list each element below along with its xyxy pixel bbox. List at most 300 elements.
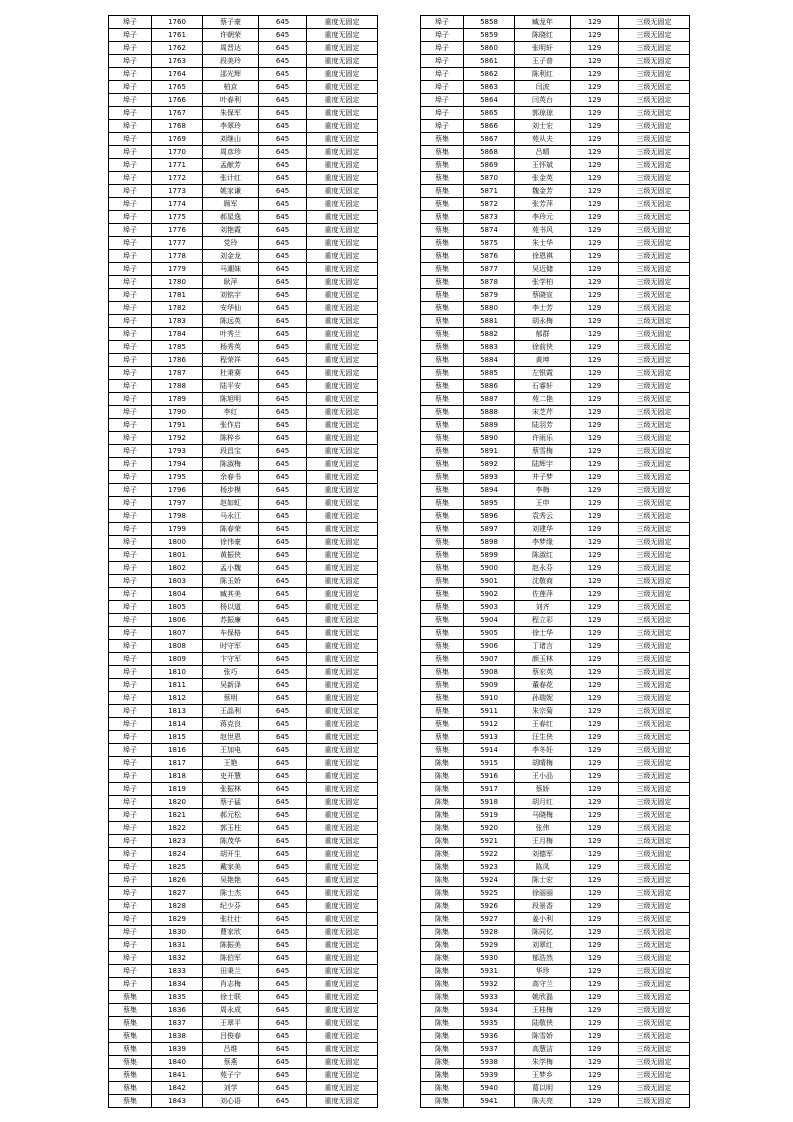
- town-cell: 蔡集: [421, 237, 464, 250]
- town-cell: 蔡集: [421, 211, 464, 224]
- type-cell: 重度无固定: [307, 302, 378, 315]
- name-cell: 刘艳霞: [203, 224, 259, 237]
- table-row: [421, 341, 690, 354]
- town-cell: 蔡集: [421, 393, 464, 406]
- amount-cell: 129: [571, 432, 619, 445]
- table-row: [421, 575, 690, 588]
- no-cell: 1836: [152, 1004, 203, 1017]
- name-cell: 左银霞: [515, 367, 571, 380]
- no-cell: 5928: [464, 926, 515, 939]
- type-cell: 三级无固定: [619, 250, 690, 263]
- name-cell: 李红: [203, 406, 259, 419]
- name-cell: 沈敬商: [515, 575, 571, 588]
- name-cell: 高守兰: [515, 978, 571, 991]
- type-cell: 三级无固定: [619, 991, 690, 1004]
- no-cell: 5927: [464, 913, 515, 926]
- no-cell: 5882: [464, 328, 515, 341]
- town-cell: 蔡集: [421, 419, 464, 432]
- type-cell: 三级无固定: [619, 965, 690, 978]
- type-cell: 三级无固定: [619, 536, 690, 549]
- table-row: [109, 1030, 378, 1043]
- amount-cell: 645: [259, 120, 307, 133]
- table-row: [109, 536, 378, 549]
- amount-cell: 129: [571, 237, 619, 250]
- name-cell: 史开慧: [203, 770, 259, 783]
- no-cell: 5858: [464, 16, 515, 29]
- type-cell: 三级无固定: [619, 315, 690, 328]
- name-cell: 陈茂华: [203, 835, 259, 848]
- name-cell: 胡开生: [203, 848, 259, 861]
- no-cell: 5921: [464, 835, 515, 848]
- type-cell: 重度无固定: [307, 640, 378, 653]
- no-cell: 1785: [152, 341, 203, 354]
- type-cell: 重度无固定: [307, 575, 378, 588]
- amount-cell: 129: [571, 562, 619, 575]
- no-cell: 5864: [464, 94, 515, 107]
- no-cell: 1767: [152, 107, 203, 120]
- type-cell: 三级无固定: [619, 796, 690, 809]
- name-cell: 华珍: [515, 965, 571, 978]
- town-cell: 埠子: [109, 939, 152, 952]
- town-cell: 蔡集: [109, 1017, 152, 1030]
- name-cell: 张伟: [515, 822, 571, 835]
- no-cell: 1806: [152, 614, 203, 627]
- name-cell: 徐恩祺: [515, 250, 571, 263]
- name-cell: 汪生侠: [515, 731, 571, 744]
- no-cell: 5889: [464, 419, 515, 432]
- no-cell: 1769: [152, 133, 203, 146]
- town-cell: 埠子: [109, 328, 152, 341]
- table-row: [421, 458, 690, 471]
- no-cell: 5877: [464, 263, 515, 276]
- town-cell: 埠子: [421, 68, 464, 81]
- no-cell: 5886: [464, 380, 515, 393]
- amount-cell: 645: [259, 978, 307, 991]
- no-cell: 5896: [464, 510, 515, 523]
- type-cell: 三级无固定: [619, 81, 690, 94]
- table-row: [109, 991, 378, 1004]
- table-row: [109, 666, 378, 679]
- name-cell: 张壮壮: [203, 913, 259, 926]
- amount-cell: 645: [259, 55, 307, 68]
- no-cell: 5897: [464, 523, 515, 536]
- no-cell: 5898: [464, 536, 515, 549]
- table-row: [109, 835, 378, 848]
- amount-cell: 645: [259, 536, 307, 549]
- table-row: [421, 29, 690, 42]
- name-cell: 柏京: [203, 81, 259, 94]
- name-cell: 马晓梅: [515, 809, 571, 822]
- no-cell: 1778: [152, 250, 203, 263]
- table-row: [109, 1017, 378, 1030]
- town-cell: 蔡集: [421, 640, 464, 653]
- name-cell: 朱宗菊: [515, 705, 571, 718]
- no-cell: 5907: [464, 653, 515, 666]
- type-cell: 重度无固定: [307, 198, 378, 211]
- no-cell: 5860: [464, 42, 515, 55]
- amount-cell: 129: [571, 575, 619, 588]
- table-row: [109, 406, 378, 419]
- table-row: [421, 523, 690, 536]
- name-cell: 苏振廉: [203, 614, 259, 627]
- town-cell: 蔡集: [421, 315, 464, 328]
- town-cell: 埠子: [421, 81, 464, 94]
- name-cell: 曹家欣: [203, 926, 259, 939]
- type-cell: 重度无固定: [307, 68, 378, 81]
- town-cell: 蔡集: [421, 731, 464, 744]
- type-cell: 三级无固定: [619, 848, 690, 861]
- town-cell: 埠子: [109, 432, 152, 445]
- no-cell: 1803: [152, 575, 203, 588]
- name-cell: 陈同亿: [515, 926, 571, 939]
- table-row: [109, 393, 378, 406]
- table-row: [421, 874, 690, 887]
- no-cell: 1842: [152, 1082, 203, 1095]
- type-cell: 重度无固定: [307, 315, 378, 328]
- town-cell: 蔡集: [421, 497, 464, 510]
- type-cell: 重度无固定: [307, 536, 378, 549]
- type-cell: 三级无固定: [619, 198, 690, 211]
- no-cell: 1781: [152, 289, 203, 302]
- name-cell: 戴家美: [203, 861, 259, 874]
- table-row: [109, 367, 378, 380]
- no-cell: 5929: [464, 939, 515, 952]
- no-cell: 5904: [464, 614, 515, 627]
- town-cell: 陈集: [421, 1095, 464, 1108]
- type-cell: 三级无固定: [619, 1082, 690, 1095]
- table-row: [421, 198, 690, 211]
- amount-cell: 645: [259, 562, 307, 575]
- type-cell: 三级无固定: [619, 133, 690, 146]
- table-row: [421, 484, 690, 497]
- type-cell: 三级无固定: [619, 809, 690, 822]
- town-cell: 埠子: [109, 692, 152, 705]
- type-cell: 三级无固定: [619, 653, 690, 666]
- table-row: [109, 848, 378, 861]
- type-cell: 重度无固定: [307, 289, 378, 302]
- table-row: [421, 939, 690, 952]
- no-cell: 5867: [464, 133, 515, 146]
- no-cell: 5913: [464, 731, 515, 744]
- no-cell: 1771: [152, 159, 203, 172]
- town-cell: 埠子: [109, 601, 152, 614]
- table-row: [109, 133, 378, 146]
- type-cell: 重度无固定: [307, 679, 378, 692]
- name-cell: 车保格: [203, 627, 259, 640]
- name-cell: 张学柏: [515, 276, 571, 289]
- town-cell: 蔡集: [421, 601, 464, 614]
- amount-cell: 129: [571, 146, 619, 159]
- town-cell: 陈集: [421, 822, 464, 835]
- type-cell: 重度无固定: [307, 731, 378, 744]
- town-cell: 埠子: [109, 315, 152, 328]
- no-cell: 1794: [152, 458, 203, 471]
- no-cell: 5868: [464, 146, 515, 159]
- table-row: [421, 276, 690, 289]
- type-cell: 重度无固定: [307, 796, 378, 809]
- type-cell: 重度无固定: [307, 328, 378, 341]
- town-cell: 蔡集: [421, 302, 464, 315]
- amount-cell: 129: [571, 29, 619, 42]
- name-cell: 王加电: [203, 744, 259, 757]
- table-row: [109, 952, 378, 965]
- table-row: [421, 328, 690, 341]
- table-row: [109, 81, 378, 94]
- amount-cell: 645: [259, 991, 307, 1004]
- amount-cell: 129: [571, 289, 619, 302]
- amount-cell: 129: [571, 848, 619, 861]
- name-cell: 马永江: [203, 510, 259, 523]
- table-row: [109, 523, 378, 536]
- town-cell: 埠子: [109, 211, 152, 224]
- type-cell: 重度无固定: [307, 562, 378, 575]
- table-row: [109, 263, 378, 276]
- type-cell: 重度无固定: [307, 718, 378, 731]
- name-cell: 李梦缘: [515, 536, 571, 549]
- name-cell: 丁诸言: [515, 640, 571, 653]
- amount-cell: 129: [571, 640, 619, 653]
- name-cell: 王艳: [203, 757, 259, 770]
- type-cell: 重度无固定: [307, 523, 378, 536]
- table-row: [109, 861, 378, 874]
- no-cell: 5869: [464, 159, 515, 172]
- table-row: [109, 575, 378, 588]
- amount-cell: 129: [571, 796, 619, 809]
- town-cell: 埠子: [109, 900, 152, 913]
- town-cell: 埠子: [421, 29, 464, 42]
- no-cell: 5910: [464, 692, 515, 705]
- no-cell: 5938: [464, 1056, 515, 1069]
- name-cell: 陈淑梅: [203, 458, 259, 471]
- no-cell: 5859: [464, 29, 515, 42]
- town-cell: 埠子: [109, 614, 152, 627]
- amount-cell: 129: [571, 107, 619, 120]
- name-cell: 宋芝芹: [515, 406, 571, 419]
- type-cell: 三级无固定: [619, 224, 690, 237]
- type-cell: 重度无固定: [307, 224, 378, 237]
- type-cell: 三级无固定: [619, 16, 690, 29]
- amount-cell: 129: [571, 952, 619, 965]
- table-row: [421, 289, 690, 302]
- type-cell: 重度无固定: [307, 770, 378, 783]
- name-cell: 苑子宁: [203, 1069, 259, 1082]
- name-cell: 叶秀兰: [203, 328, 259, 341]
- name-cell: 孟献芳: [203, 159, 259, 172]
- amount-cell: 645: [259, 354, 307, 367]
- type-cell: 重度无固定: [307, 809, 378, 822]
- type-cell: 三级无固定: [619, 276, 690, 289]
- type-cell: 重度无固定: [307, 861, 378, 874]
- type-cell: 三级无固定: [619, 601, 690, 614]
- type-cell: 重度无固定: [307, 120, 378, 133]
- town-cell: 埠子: [109, 237, 152, 250]
- name-cell: 王月梅: [515, 835, 571, 848]
- name-cell: 陈旭明: [203, 393, 259, 406]
- amount-cell: 645: [259, 94, 307, 107]
- town-cell: 埠子: [109, 783, 152, 796]
- name-cell: 程荣祥: [203, 354, 259, 367]
- name-cell: 陈淑红: [515, 549, 571, 562]
- town-cell: 埠子: [109, 29, 152, 42]
- amount-cell: 129: [571, 1043, 619, 1056]
- amount-cell: 645: [259, 159, 307, 172]
- amount-cell: 129: [571, 874, 619, 887]
- type-cell: 三级无固定: [619, 42, 690, 55]
- type-cell: 三级无固定: [619, 1004, 690, 1017]
- no-cell: 5874: [464, 224, 515, 237]
- table-row: [421, 1095, 690, 1108]
- no-cell: 1834: [152, 978, 203, 991]
- amount-cell: 129: [571, 224, 619, 237]
- town-cell: 埠子: [109, 887, 152, 900]
- name-cell: 张芳萍: [515, 198, 571, 211]
- type-cell: 重度无固定: [307, 55, 378, 68]
- no-cell: 1839: [152, 1043, 203, 1056]
- town-cell: 陈集: [421, 952, 464, 965]
- type-cell: 三级无固定: [619, 406, 690, 419]
- no-cell: 1798: [152, 510, 203, 523]
- name-cell: 吴新泽: [203, 679, 259, 692]
- no-cell: 5870: [464, 172, 515, 185]
- amount-cell: 645: [259, 133, 307, 146]
- table-row: [109, 172, 378, 185]
- name-cell: 张作启: [203, 419, 259, 432]
- table-row: [109, 276, 378, 289]
- type-cell: 重度无固定: [307, 627, 378, 640]
- type-cell: 重度无固定: [307, 510, 378, 523]
- amount-cell: 129: [571, 458, 619, 471]
- town-cell: 埠子: [109, 718, 152, 731]
- type-cell: 重度无固定: [307, 250, 378, 263]
- town-cell: 陈集: [421, 770, 464, 783]
- type-cell: 三级无固定: [619, 835, 690, 848]
- no-cell: 1808: [152, 640, 203, 653]
- name-cell: 蒋克良: [203, 718, 259, 731]
- no-cell: 1783: [152, 315, 203, 328]
- town-cell: 蔡集: [109, 1030, 152, 1043]
- no-cell: 5900: [464, 562, 515, 575]
- town-cell: 蔡集: [421, 432, 464, 445]
- amount-cell: 645: [259, 1043, 307, 1056]
- type-cell: 三级无固定: [619, 380, 690, 393]
- town-cell: 埠子: [109, 55, 152, 68]
- no-cell: 1821: [152, 809, 203, 822]
- type-cell: 三级无固定: [619, 159, 690, 172]
- town-cell: 埠子: [109, 81, 152, 94]
- no-cell: 5934: [464, 1004, 515, 1017]
- type-cell: 重度无固定: [307, 874, 378, 887]
- no-cell: 5876: [464, 250, 515, 263]
- no-cell: 1801: [152, 549, 203, 562]
- type-cell: 三级无固定: [619, 497, 690, 510]
- type-cell: 重度无固定: [307, 601, 378, 614]
- town-cell: 陈集: [421, 1017, 464, 1030]
- table-row: [421, 588, 690, 601]
- type-cell: 重度无固定: [307, 692, 378, 705]
- town-cell: 埠子: [421, 94, 464, 107]
- name-cell: 陈春荣: [203, 523, 259, 536]
- town-cell: 蔡集: [421, 380, 464, 393]
- name-cell: 闫波: [515, 81, 571, 94]
- no-cell: 5863: [464, 81, 515, 94]
- name-cell: 吕俊春: [203, 1030, 259, 1043]
- town-cell: 陈集: [421, 861, 464, 874]
- table-row: [421, 471, 690, 484]
- name-cell: 赵如虹: [203, 497, 259, 510]
- amount-cell: 645: [259, 237, 307, 250]
- table-row: [421, 172, 690, 185]
- amount-cell: 645: [259, 146, 307, 159]
- no-cell: 5881: [464, 315, 515, 328]
- name-cell: 许朝荣: [203, 29, 259, 42]
- type-cell: 重度无固定: [307, 172, 378, 185]
- table-row: [421, 887, 690, 900]
- type-cell: 重度无固定: [307, 146, 378, 159]
- no-cell: 5940: [464, 1082, 515, 1095]
- name-cell: 井子梦: [515, 471, 571, 484]
- type-cell: 三级无固定: [619, 614, 690, 627]
- town-cell: 埠子: [109, 42, 152, 55]
- town-cell: 埠子: [109, 653, 152, 666]
- amount-cell: 645: [259, 1030, 307, 1043]
- amount-cell: 645: [259, 523, 307, 536]
- table-row: [421, 211, 690, 224]
- table-row: [421, 94, 690, 107]
- table-row: [109, 484, 378, 497]
- type-cell: 三级无固定: [619, 757, 690, 770]
- amount-cell: 645: [259, 653, 307, 666]
- table-row: [421, 81, 690, 94]
- type-cell: 重度无固定: [307, 653, 378, 666]
- table-row: [109, 705, 378, 718]
- name-cell: 李梅: [515, 484, 571, 497]
- type-cell: 重度无固定: [307, 887, 378, 900]
- name-cell: 陈利红: [515, 68, 571, 81]
- no-cell: 5908: [464, 666, 515, 679]
- name-cell: 杜秉赛: [203, 367, 259, 380]
- no-cell: 1814: [152, 718, 203, 731]
- name-cell: 孙瑞妮: [515, 692, 571, 705]
- name-cell: 邵光辉: [203, 68, 259, 81]
- no-cell: 1823: [152, 835, 203, 848]
- table-row: [421, 120, 690, 133]
- town-cell: 埠子: [109, 835, 152, 848]
- town-cell: 蔡集: [109, 1056, 152, 1069]
- type-cell: 重度无固定: [307, 549, 378, 562]
- type-cell: 重度无固定: [307, 445, 378, 458]
- town-cell: 蔡集: [421, 471, 464, 484]
- table-row: [421, 68, 690, 81]
- town-cell: 埠子: [109, 796, 152, 809]
- town-cell: 埠子: [109, 185, 152, 198]
- table-row: [109, 328, 378, 341]
- town-cell: 陈集: [421, 978, 464, 991]
- type-cell: 重度无固定: [307, 471, 378, 484]
- amount-cell: 129: [571, 328, 619, 341]
- name-cell: 张金英: [515, 172, 571, 185]
- name-cell: 吕晴: [515, 146, 571, 159]
- type-cell: 三级无固定: [619, 783, 690, 796]
- town-cell: 陈集: [421, 900, 464, 913]
- table-row: [421, 926, 690, 939]
- table-row: [109, 744, 378, 757]
- table-row: [421, 809, 690, 822]
- right-table: [420, 15, 690, 1108]
- amount-cell: 129: [571, 523, 619, 536]
- no-cell: 1824: [152, 848, 203, 861]
- name-cell: 郭玉柱: [203, 822, 259, 835]
- type-cell: 重度无固定: [307, 965, 378, 978]
